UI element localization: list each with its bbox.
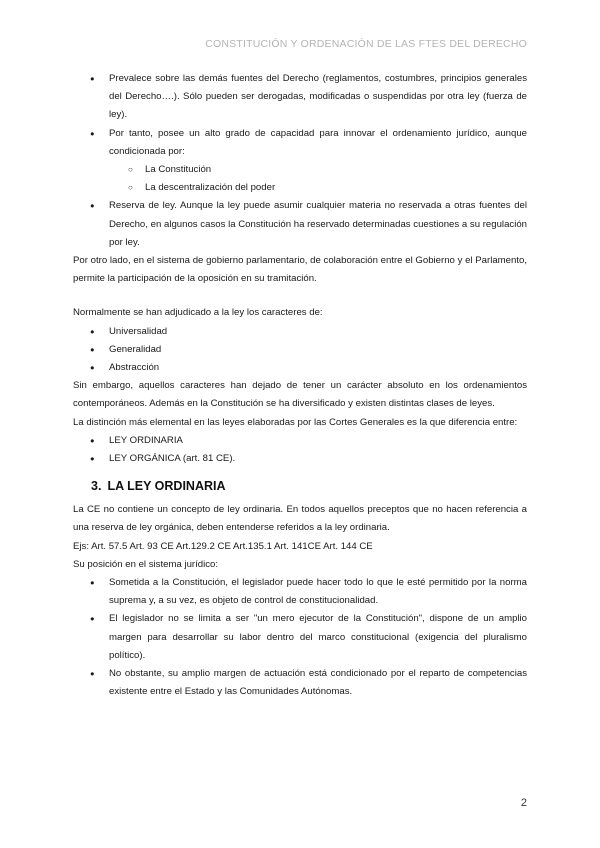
spacer <box>73 288 527 304</box>
sub-list-item: ○ La descentralización del poder <box>109 179 527 197</box>
list-item: ● No obstante, su amplio margen de actuación está condicionado por el reparto de competencias existente entre el Estado y las Comunidades Autónomas. <box>73 665 527 701</box>
sub-bullet-list <box>109 161 527 197</box>
list-item: ● LEY ORDINARIA <box>73 432 527 450</box>
list-item: ● El legislador no se limita a ser "un mero ejecutor de la Constitución", dispone de un amplio margen para desarrollar su labor dentro del marco constitucional (exigencia del pluralismo político). <box>73 610 527 665</box>
page-content <box>73 70 527 702</box>
section-number: 3. <box>91 479 102 494</box>
bullet-list-tipos <box>73 432 527 468</box>
paragraph: Normalmente se han adjudicado a la ley los caracteres de: <box>73 307 323 319</box>
bullet-list-caracteres <box>73 323 527 378</box>
paragraph: Su posición en el sistema jurídico: <box>73 558 219 570</box>
list-item: ● Generalidad <box>73 341 527 359</box>
list-item: ● Reserva de ley. Aunque la ley puede asumir cualquier materia no reservada a otras fuentes del Derecho, en algunos casos la Constitución ha reservado determinadas cuestiones a su regulación por ley. <box>73 197 527 252</box>
list-item: ● Universalidad <box>73 323 527 341</box>
running-header: CONSTITUCIÓN Y ORDENACIÓN DE LAS FTES DEL DERECHO <box>205 38 527 50</box>
paragraph: La CE no contiene un concepto de ley ordinaria. En todos aquellos preceptos que no hacen referencia a una reserva de ley orgánica, deben entenderse referidos a la ley ordinaria. <box>73 504 527 534</box>
list-item <box>73 125 527 198</box>
page-number: 2 <box>520 797 527 809</box>
list-item: ● Prevalece sobre las demás fuentes del Derecho (reglamentos, costumbres, principios generales del Derecho….). Sólo pueden ser derogadas, modificadas o suspendidas por otra ley (fuerza de ley). <box>73 70 527 125</box>
paragraph: Ejs: Art. 57.5 Art. 93 CE Art.129.2 CE Art.135.1 Art. 141CE Art. 144 CE <box>73 540 373 552</box>
paragraph: Por otro lado, en el sistema de gobierno parlamentario, de colaboración entre el Gobierno y el Parlamento, permite la participación de la oposición en su tramitación. <box>73 255 527 285</box>
sub-list-item: ○ La Constitución <box>109 161 527 179</box>
list-item: ● Sometida a la Constitución, el legislador puede hacer todo lo que le esté permitido por la norma suprema y, a su vez, es objeto de control de constitucionalidad. <box>73 574 527 610</box>
bullet-list-ley <box>73 70 527 252</box>
list-item: ● LEY ORGÁNICA (art. 81 CE). <box>73 450 527 468</box>
list-item: ● Abstracción <box>73 359 527 377</box>
list-item-text: Por tanto, posee un alto grado de capacidad para innovar el ordenamiento jurídico, aunque condicionada por: <box>109 127 527 157</box>
paragraph: La distinción más elemental en las leyes elaboradas por las Cortes Generales es la que diferencia entre: <box>73 416 518 428</box>
section-heading <box>73 476 527 496</box>
paragraph: Sin embargo, aquellos caracteres han dejado de tener un carácter absoluto en los ordenamientos contemporáneos. Además en la Constitución se ha diversificado y existen distintas clases de leyes. <box>73 380 527 410</box>
bullet-list-posicion <box>73 574 527 701</box>
section-title: LA LEY ORDINARIA <box>107 479 226 494</box>
